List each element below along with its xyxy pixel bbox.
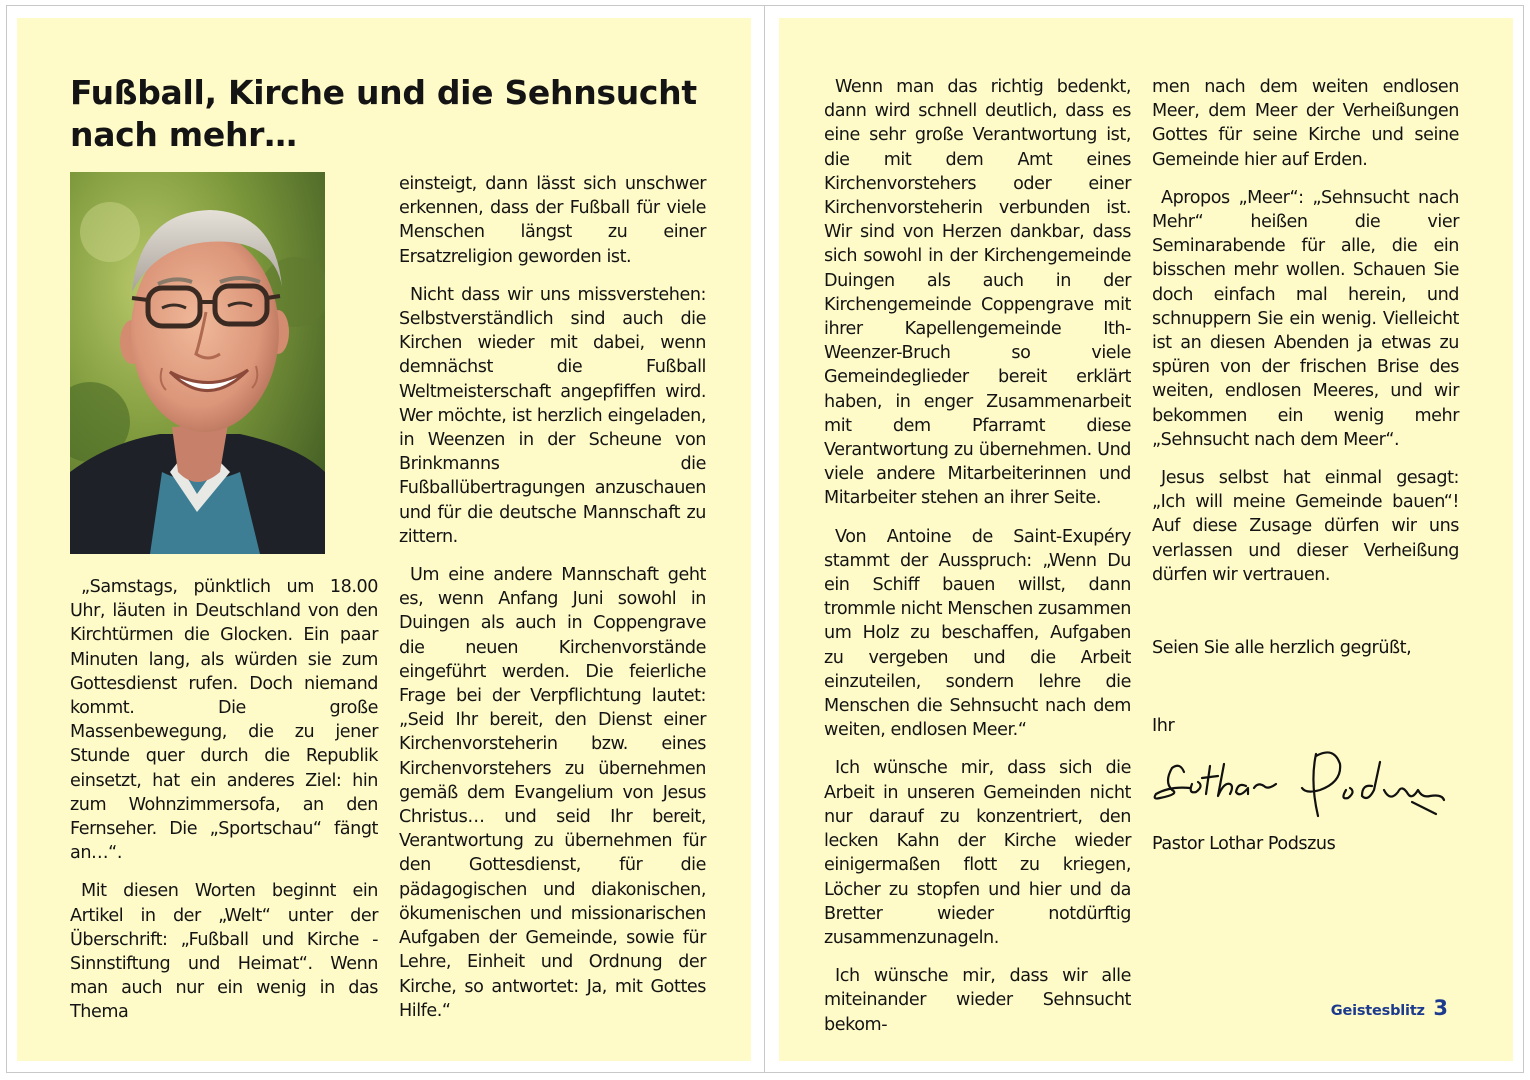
- paragraph: Um eine andere Mannschaft geht es, wenn Anfang Juni sowohl in Duingen als auch in Coppengrave die neuen Kirchenvorstände eingeführt werden. Die feierliche Frage bei der Verpflichtung lautet: „Seid Ihr bereit, den Dienst einer Kirchenvorsteherin bzw. eines Kirchenvorstehers zu übernehmen gemäß dem Evangelium von Jesus Christus… und seid Ihr bereit, Verantwortung zu übernehmen für den Gottesdienst, für die pädagogischen und diakonischen, ökumenischen und missionarischen Aufgaben der Gemeinde, sowie für Lehre, Einheit und Ordnung der Kirche, so antwortet: Ja, mit Gottes Hilfe.“: [399, 565, 706, 1021]
- article-title: Fußball, Kirche und die Sehnsucht nach mehr…: [70, 73, 697, 154]
- article-column-4: [1152, 75, 1459, 601]
- paragraph: Nicht dass wir uns missverstehen: Selbstverständlich sind auch die Kirchen wieder mit dabei, wenn demnächst die Fußball Weltmeisterschaft angepfiffen wird. Wer möchte, ist herzlich eingeladen, in Weenzen in der Scheune von Brinkmanns die Fußballübertragungen anzuschauen und für die deutsche Mannschaft zu zittern.: [399, 284, 706, 547]
- paragraph: Mit diesen Worten beginnt ein Artikel in der „Welt“ unter der Überschrift: „Fußball und Kirche - Sinnstiftung und Heimat“. Wenn man auch nur ein wenig in das Thema: [70, 881, 378, 1023]
- paragraph: Jesus selbst hat einmal gesagt: „Ich will meine Gemeinde bauen“! Auf diese Zusage dürfen wir uns verlassen und dieser Verheißung dürfen wir vertrauen.: [1152, 468, 1459, 585]
- signer-name: Pastor Lothar Podszus: [1152, 834, 1336, 854]
- article-column-2: [399, 172, 706, 1037]
- page-gutter: [764, 5, 765, 1073]
- paragraph: Apropos „Meer“: „Sehnsucht nach Mehr“ heißen die vier Seminarabende für alle, die ein bisschen mehr wollen. Schauen Sie doch einfach mal herein, und schnuppern Sie ein wenig. Vielleicht ist an diesen Abenden ja etwas zu spüren von der frischen Brise des weiten, endlosen Meeres, und wir bekommen ein wenig mehr „Sehnsucht nach dem Meer“.: [1152, 187, 1459, 450]
- paragraph: einsteigt, dann lässt sich unschwer erkennen, dass der Fußball für viele Menschen längst zu einer Ersatzreligion geworden ist.: [399, 174, 706, 267]
- article-column-3: [824, 75, 1131, 1051]
- paragraph: men nach dem weiten endlosen Meer, dem Meer der Verheißungen Gottes für seine Kirche und seine Gemeinde hier auf Erden.: [1152, 77, 1459, 170]
- closing-greeting: Seien Sie alle herzlich gegrüßt,: [1152, 638, 1412, 658]
- page-number: 3: [1433, 996, 1448, 1020]
- paragraph: Von Antoine de Saint-Exupéry stammt der Ausspruch: „Wenn Du ein Schiff bauen willst, dann trommle nicht Menschen zusammen um Holz zu beschaffen, Aufgaben zu vergeben und die Arbeit einzuteilen, sondern lehre die Menschen die Sehnsucht nach dem weiten, endlosen Meer.“: [824, 526, 1131, 741]
- magazine-name: Geistesblitz: [1330, 1003, 1425, 1019]
- pastor-portrait-photo: [70, 172, 325, 554]
- closing-word: Ihr: [1152, 716, 1175, 736]
- paragraph: „Samstags, pünktlich um 18.00 Uhr, läuten in Deutschland von den Kirchtürmen die Glocken. Ein paar Minuten lang, als würden sie zum Gottesdienst rufen. Doch niemand kommt. Die große Massenbewegung, die zu jener Stunde quer durch die Republik einsetzt, hat ein anderes Ziel: hin zum Wohnzimmersofa, an den Fernseher. Die „Sportschau“ fängt an…“.: [70, 577, 378, 864]
- handwritten-signature: [1150, 742, 1450, 832]
- paragraph: Ich wünsche mir, dass sich die Arbeit in unseren Gemeinden nicht nur darauf zu konzentriert, den lecken Kahn der Kirche wieder einigermaßen flott zu kriegen, Löcher zu stopfen und hier und da Bretter wieder notdürftig zusammenzunageln.: [824, 758, 1131, 948]
- paragraph: Ich wünsche mir, dass wir alle miteinander wieder Sehnsucht bekom-: [824, 966, 1131, 1035]
- page-footer: [1331, 996, 1448, 1020]
- article-column-1: [70, 575, 378, 1039]
- paragraph: Wenn man das richtig bedenkt, dann wird schnell deutlich, dass es eine sehr große Verantwortung ist, die mit dem Amt eines Kirchenvorstehers oder einer Kirchenvorsteherin verbunden ist. Wir sind von Herzen dankbar, dass sich sowohl in der Kirchengemeinde Duingen als auch in der Kirchengemeinde Coppengrave mit ihrer Kapellengemeinde Ith-Weenzer-Bruch so viele Gemeindeglieder bereit erklärt haben, in enger Zusammenarbeit mit dem Pfarramt diese Verantwortung zu übernehmen. Und viele andere Mitarbeiterinnen und Mitarbeiter stehen an ihrer Seite.: [824, 77, 1131, 509]
